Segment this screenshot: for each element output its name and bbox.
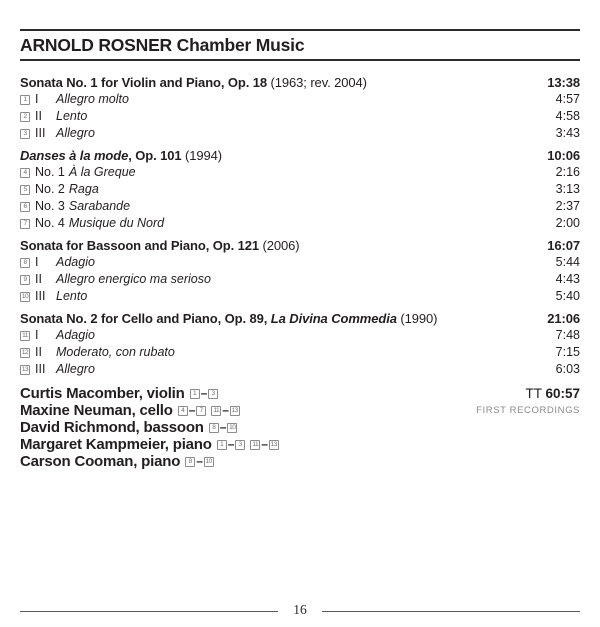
track-row bbox=[20, 215, 580, 232]
track-title: Allegro bbox=[56, 126, 95, 140]
track-range bbox=[178, 402, 206, 419]
track-movement-label: II bbox=[35, 272, 42, 286]
work-group bbox=[20, 310, 580, 378]
track-range bbox=[190, 385, 218, 402]
work-title-segment: La Divina Commedia bbox=[270, 311, 397, 326]
track-movement-label: I bbox=[35, 328, 39, 342]
track-number-box: 12 bbox=[21, 349, 29, 356]
performer-name: Curtis Macomber, violin bbox=[20, 385, 185, 402]
footer-rule-left bbox=[20, 611, 278, 612]
track-row bbox=[20, 198, 580, 215]
performer-name: Margaret Kampmeier, piano bbox=[20, 436, 212, 453]
track-number-box: 11 bbox=[211, 406, 221, 416]
track-title: Allegro molto bbox=[56, 92, 129, 106]
track-title: Lento bbox=[56, 109, 88, 123]
performer-name: Carson Cooman, piano bbox=[20, 453, 181, 470]
work-heading bbox=[20, 74, 580, 91]
track-number-box: 1 bbox=[217, 440, 227, 450]
total-time bbox=[476, 386, 580, 402]
track-number-box: 11 bbox=[20, 331, 30, 341]
track-title: Allegro bbox=[56, 362, 95, 376]
track-row bbox=[20, 271, 580, 288]
work-title-segment: , Op. 101 bbox=[128, 148, 182, 163]
track-number-box: 1 bbox=[20, 95, 30, 105]
work-title-segment: Danses à la mode bbox=[20, 148, 129, 163]
work-heading bbox=[20, 237, 580, 254]
track-title: Adagio bbox=[56, 255, 95, 269]
track-row bbox=[20, 108, 580, 125]
performer-line bbox=[20, 402, 279, 419]
track-number-box: 10 bbox=[21, 293, 29, 300]
track-duration: 3:13 bbox=[555, 182, 580, 196]
track-number-box: 1 bbox=[190, 389, 200, 399]
range-dash: – bbox=[222, 403, 229, 417]
performer-line bbox=[20, 436, 279, 453]
performer-list bbox=[20, 385, 279, 470]
track-number-box: 2 bbox=[20, 112, 30, 122]
track-movement-label: No. 4 bbox=[35, 216, 65, 230]
performer-line bbox=[20, 453, 279, 470]
work-title-segment: (1994) bbox=[181, 148, 223, 163]
track-number-box: 13 bbox=[231, 407, 238, 414]
track-movement-label: No. 1 bbox=[35, 165, 65, 179]
track-number-box: 10 bbox=[205, 458, 212, 465]
track-row bbox=[20, 91, 580, 108]
track-movement-label: II bbox=[35, 345, 42, 359]
work-title-segment: (2006) bbox=[259, 238, 300, 253]
track-row bbox=[20, 344, 580, 361]
track-range bbox=[211, 402, 239, 419]
track-duration: 2:00 bbox=[555, 216, 580, 230]
work-group bbox=[20, 237, 580, 305]
track-movement-label: III bbox=[35, 362, 46, 376]
work-total-duration: 10:06 bbox=[547, 148, 580, 163]
track-list bbox=[20, 74, 580, 378]
track-duration: 6:03 bbox=[555, 362, 580, 376]
track-movement-label: II bbox=[35, 109, 42, 123]
work-heading bbox=[20, 147, 580, 164]
page-title: ARNOLD ROSNER Chamber Music bbox=[20, 35, 305, 55]
track-number-box: 8 bbox=[209, 423, 219, 433]
track-movement-label: I bbox=[35, 92, 39, 106]
track-number-box: 4 bbox=[20, 168, 30, 178]
track-duration: 2:37 bbox=[555, 199, 580, 213]
track-number-box: 9 bbox=[20, 275, 30, 285]
performer-name: Maxine Neuman, cello bbox=[20, 402, 173, 419]
track-number-box: 5 bbox=[20, 185, 30, 195]
track-range bbox=[217, 436, 245, 453]
work-total-duration: 13:38 bbox=[547, 75, 580, 90]
track-movement-label: No. 2 bbox=[35, 182, 65, 196]
work-group bbox=[20, 74, 580, 142]
track-number-box: 10 bbox=[229, 424, 236, 431]
track-duration: 5:44 bbox=[555, 255, 580, 269]
range-dash: – bbox=[188, 403, 196, 417]
footer-rule-right bbox=[322, 611, 580, 612]
track-title: Adagio bbox=[56, 328, 95, 342]
track-number-box: 3 bbox=[20, 129, 30, 139]
work-total-duration: 16:07 bbox=[547, 238, 580, 253]
track-number-box: 6 bbox=[20, 202, 30, 212]
track-row bbox=[20, 125, 580, 142]
work-title-segment: (1990) bbox=[396, 311, 438, 326]
track-row bbox=[20, 361, 580, 378]
performers-section bbox=[20, 385, 580, 470]
track-title: Musique du Nord bbox=[68, 216, 165, 230]
range-dash: – bbox=[261, 437, 268, 451]
track-number-box: 7 bbox=[196, 406, 206, 416]
track-duration: 3:43 bbox=[555, 126, 580, 140]
track-number-box: 13 bbox=[270, 441, 277, 448]
performer-line bbox=[20, 419, 279, 436]
track-title: Raga bbox=[68, 182, 99, 196]
track-number-box: 8 bbox=[185, 457, 195, 467]
range-dash: – bbox=[200, 386, 208, 400]
work-title-segment: (1963; rev. 2004) bbox=[267, 75, 367, 90]
track-title: Allegro energico ma serioso bbox=[56, 272, 211, 286]
work-title-segment: Sonata No. 2 for Cello and Piano, Op. 89, bbox=[20, 311, 271, 326]
track-duration: 4:58 bbox=[555, 109, 580, 123]
track-title: Moderato, con rubato bbox=[56, 345, 175, 359]
track-row bbox=[20, 164, 580, 181]
range-dash: – bbox=[196, 454, 203, 468]
first-recordings-note: FIRST RECORDINGS bbox=[476, 405, 580, 416]
track-movement-label: III bbox=[35, 126, 46, 140]
header-rule-bottom bbox=[20, 59, 580, 61]
track-duration: 2:16 bbox=[555, 165, 580, 179]
track-title: Sarabande bbox=[68, 199, 131, 213]
track-number-box: 4 bbox=[178, 406, 188, 416]
work-heading bbox=[20, 310, 580, 327]
total-time-value: 60:57 bbox=[545, 386, 580, 401]
track-range bbox=[185, 453, 213, 470]
work-total-duration: 21:06 bbox=[547, 311, 580, 326]
range-dash: – bbox=[227, 437, 235, 451]
track-movement-label: I bbox=[35, 255, 39, 269]
track-duration: 4:57 bbox=[555, 92, 580, 106]
totals-block bbox=[476, 385, 580, 470]
track-row bbox=[20, 327, 580, 344]
track-number-box: 11 bbox=[250, 440, 260, 450]
track-title: À la Greque bbox=[68, 165, 136, 179]
track-duration: 4:43 bbox=[555, 272, 580, 286]
track-duration: 7:48 bbox=[555, 328, 580, 342]
track-number-box: 7 bbox=[20, 219, 30, 229]
track-row bbox=[20, 288, 580, 305]
track-row bbox=[20, 181, 580, 198]
track-title: Lento bbox=[56, 289, 88, 303]
track-range bbox=[209, 419, 237, 436]
booklet-page bbox=[0, 29, 600, 617]
performer-name: David Richmond, bassoon bbox=[20, 419, 204, 436]
track-number-box: 3 bbox=[208, 389, 218, 399]
total-time-label: TT bbox=[525, 386, 546, 401]
track-duration: 5:40 bbox=[555, 289, 580, 303]
track-movement-label: III bbox=[35, 289, 46, 303]
range-dash: – bbox=[219, 420, 227, 434]
track-number-box: 8 bbox=[20, 258, 30, 268]
track-movement-label: No. 3 bbox=[35, 199, 65, 213]
track-number-box: 3 bbox=[235, 440, 245, 450]
track-number-box: 13 bbox=[21, 366, 29, 373]
performer-line bbox=[20, 385, 279, 402]
page-number: 16 bbox=[293, 602, 307, 617]
track-duration: 7:15 bbox=[555, 345, 580, 359]
page-footer bbox=[20, 603, 580, 619]
work-title-segment: Sonata for Bassoon and Piano, Op. 121 bbox=[20, 238, 260, 253]
track-range bbox=[250, 436, 278, 453]
work-title-segment: Sonata No. 1 for Violin and Piano, Op. 18 bbox=[20, 75, 268, 90]
track-row bbox=[20, 254, 580, 271]
work-group bbox=[20, 147, 580, 232]
